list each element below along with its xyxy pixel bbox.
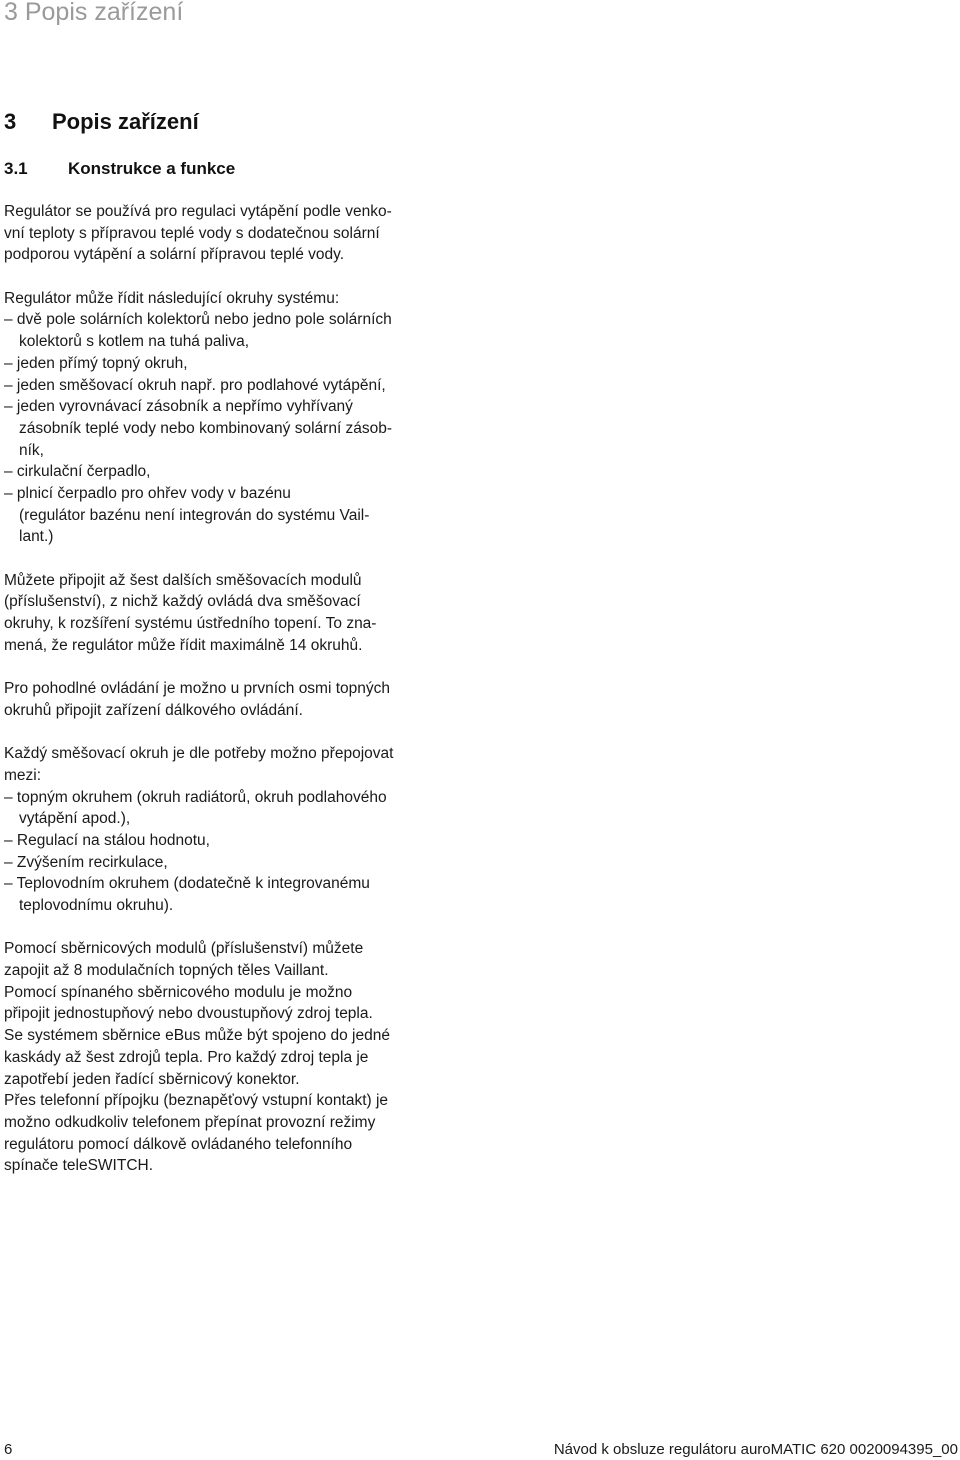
- section-number: 3.1: [4, 159, 28, 178]
- paragraph-gap: [4, 548, 474, 570]
- text-line: – topným okruhem (okruh radiátorů, okruh podlahového: [4, 788, 387, 806]
- text-line: vní teploty s přípravou teplé vody s dodatečnou solární: [4, 224, 380, 242]
- text-line: – jeden směšovací okruh např. pro podlahové vytápění,: [4, 376, 386, 394]
- text-line: zapotřebí jeden řadící sběrnicový konektor.: [4, 1070, 300, 1088]
- text-line: Regulátor se používá pro regulaci vytápění podle venko-: [4, 203, 392, 220]
- paragraph-gap: [4, 266, 474, 288]
- text-line: Pomocí spínaného sběrnicového modulu je možno: [4, 983, 353, 1001]
- text-line: spínače teleSWITCH.: [4, 1157, 154, 1175]
- body-text: [4, 201, 474, 1177]
- text-line: vytápění apod.),: [19, 810, 131, 828]
- section-title: Konstrukce a funkce: [68, 159, 236, 178]
- text-line: (regulátor bazénu není integrován do systému Vail-: [19, 506, 370, 524]
- text-line: – dvě pole solárních kolektorů nebo jedno pole solárních: [4, 311, 392, 329]
- text-line: Můžete připojit až šest dalších směšovacích modulů: [4, 571, 362, 589]
- text-line: regulátoru pomocí dálkově ovládaného telefonního: [4, 1135, 353, 1153]
- text-line: – cirkulační čerpadlo,: [4, 463, 151, 481]
- text-line: ník,: [19, 441, 44, 459]
- chapter-heading: [4, 109, 199, 135]
- text-line: kolektorů s kotlem na tuhá paliva,: [19, 333, 250, 351]
- text-line: zásobník teplé vody nebo kombinovaný solární zásob-: [19, 419, 393, 437]
- footer-page-number: 6: [4, 1441, 13, 1458]
- text-line: Pro pohodlné ovládání je možno u prvních osmi topných: [4, 680, 391, 698]
- section-heading: [4, 159, 235, 179]
- text-line: – plnicí čerpadlo pro ohřev vody v bazénu: [4, 484, 291, 502]
- text-line: Regulátor může řídit následující okruhy systému:: [4, 289, 340, 307]
- paragraph-gap: [4, 656, 474, 678]
- text-line: lant.): [19, 528, 54, 546]
- text-line: – Zvýšením recirkulace,: [4, 853, 168, 871]
- text-line: okruhy, k rozšíření systému ústředního topení. To zna-: [4, 615, 377, 633]
- text-line: Přes telefonní přípojku (beznapěťový vstupní kontakt) je: [4, 1092, 389, 1110]
- paragraph-gap: [4, 722, 474, 744]
- text-line: okruhů připojit zařízení dálkového ovládání.: [4, 701, 303, 719]
- chapter-title: Popis zařízení: [52, 109, 199, 134]
- chapter-number: 3: [4, 109, 17, 134]
- text-line: možno odkudkoliv telefonem přepínat provozní režimy: [4, 1113, 376, 1131]
- text-line: (příslušenství), z nichž každý ovládá dva směšovací: [4, 593, 361, 611]
- running-header: 3 Popis zařízení: [4, 0, 184, 26]
- paragraph-gap: [4, 917, 474, 939]
- text-line: připojit jednostupňový nebo dvoustupňový zdroj tepla.: [4, 1005, 373, 1023]
- footer-document-title: Návod k obsluze regulátoru auroMATIC 620 0020094395_00: [553, 1441, 958, 1458]
- text-line: podporou vytápění a solární přípravou teplé vody.: [4, 246, 345, 264]
- text-line: – Regulací na stálou hodnotu,: [4, 831, 210, 849]
- text-line: mezi:: [4, 766, 42, 784]
- text-line: zapojit až 8 modulačních topných těles Vaillant.: [4, 962, 329, 980]
- text-line: mená, že regulátor může řídit maximálně 14 okruhů.: [4, 636, 363, 654]
- text-line: – jeden vyrovnávací zásobník a nepřímo vyhřívaný: [4, 398, 353, 416]
- text-line: Každý směšovací okruh je dle potřeby možno přepojovat: [4, 745, 394, 763]
- text-line: teplovodnímu okruhu).: [19, 897, 174, 914]
- text-line: – jeden přímý topný okruh,: [4, 354, 188, 372]
- text-line: Pomocí sběrnicových modulů (příslušenství) můžete: [4, 940, 364, 958]
- text-line: – Teplovodním okruhem (dodatečně k integrovanému: [4, 875, 370, 893]
- text-line: Se systémem sběrnice eBus může být spojeno do jedné: [4, 1027, 390, 1045]
- text-line: kaskády až šest zdrojů tepla. Pro každý zdroj tepla je: [4, 1048, 369, 1066]
